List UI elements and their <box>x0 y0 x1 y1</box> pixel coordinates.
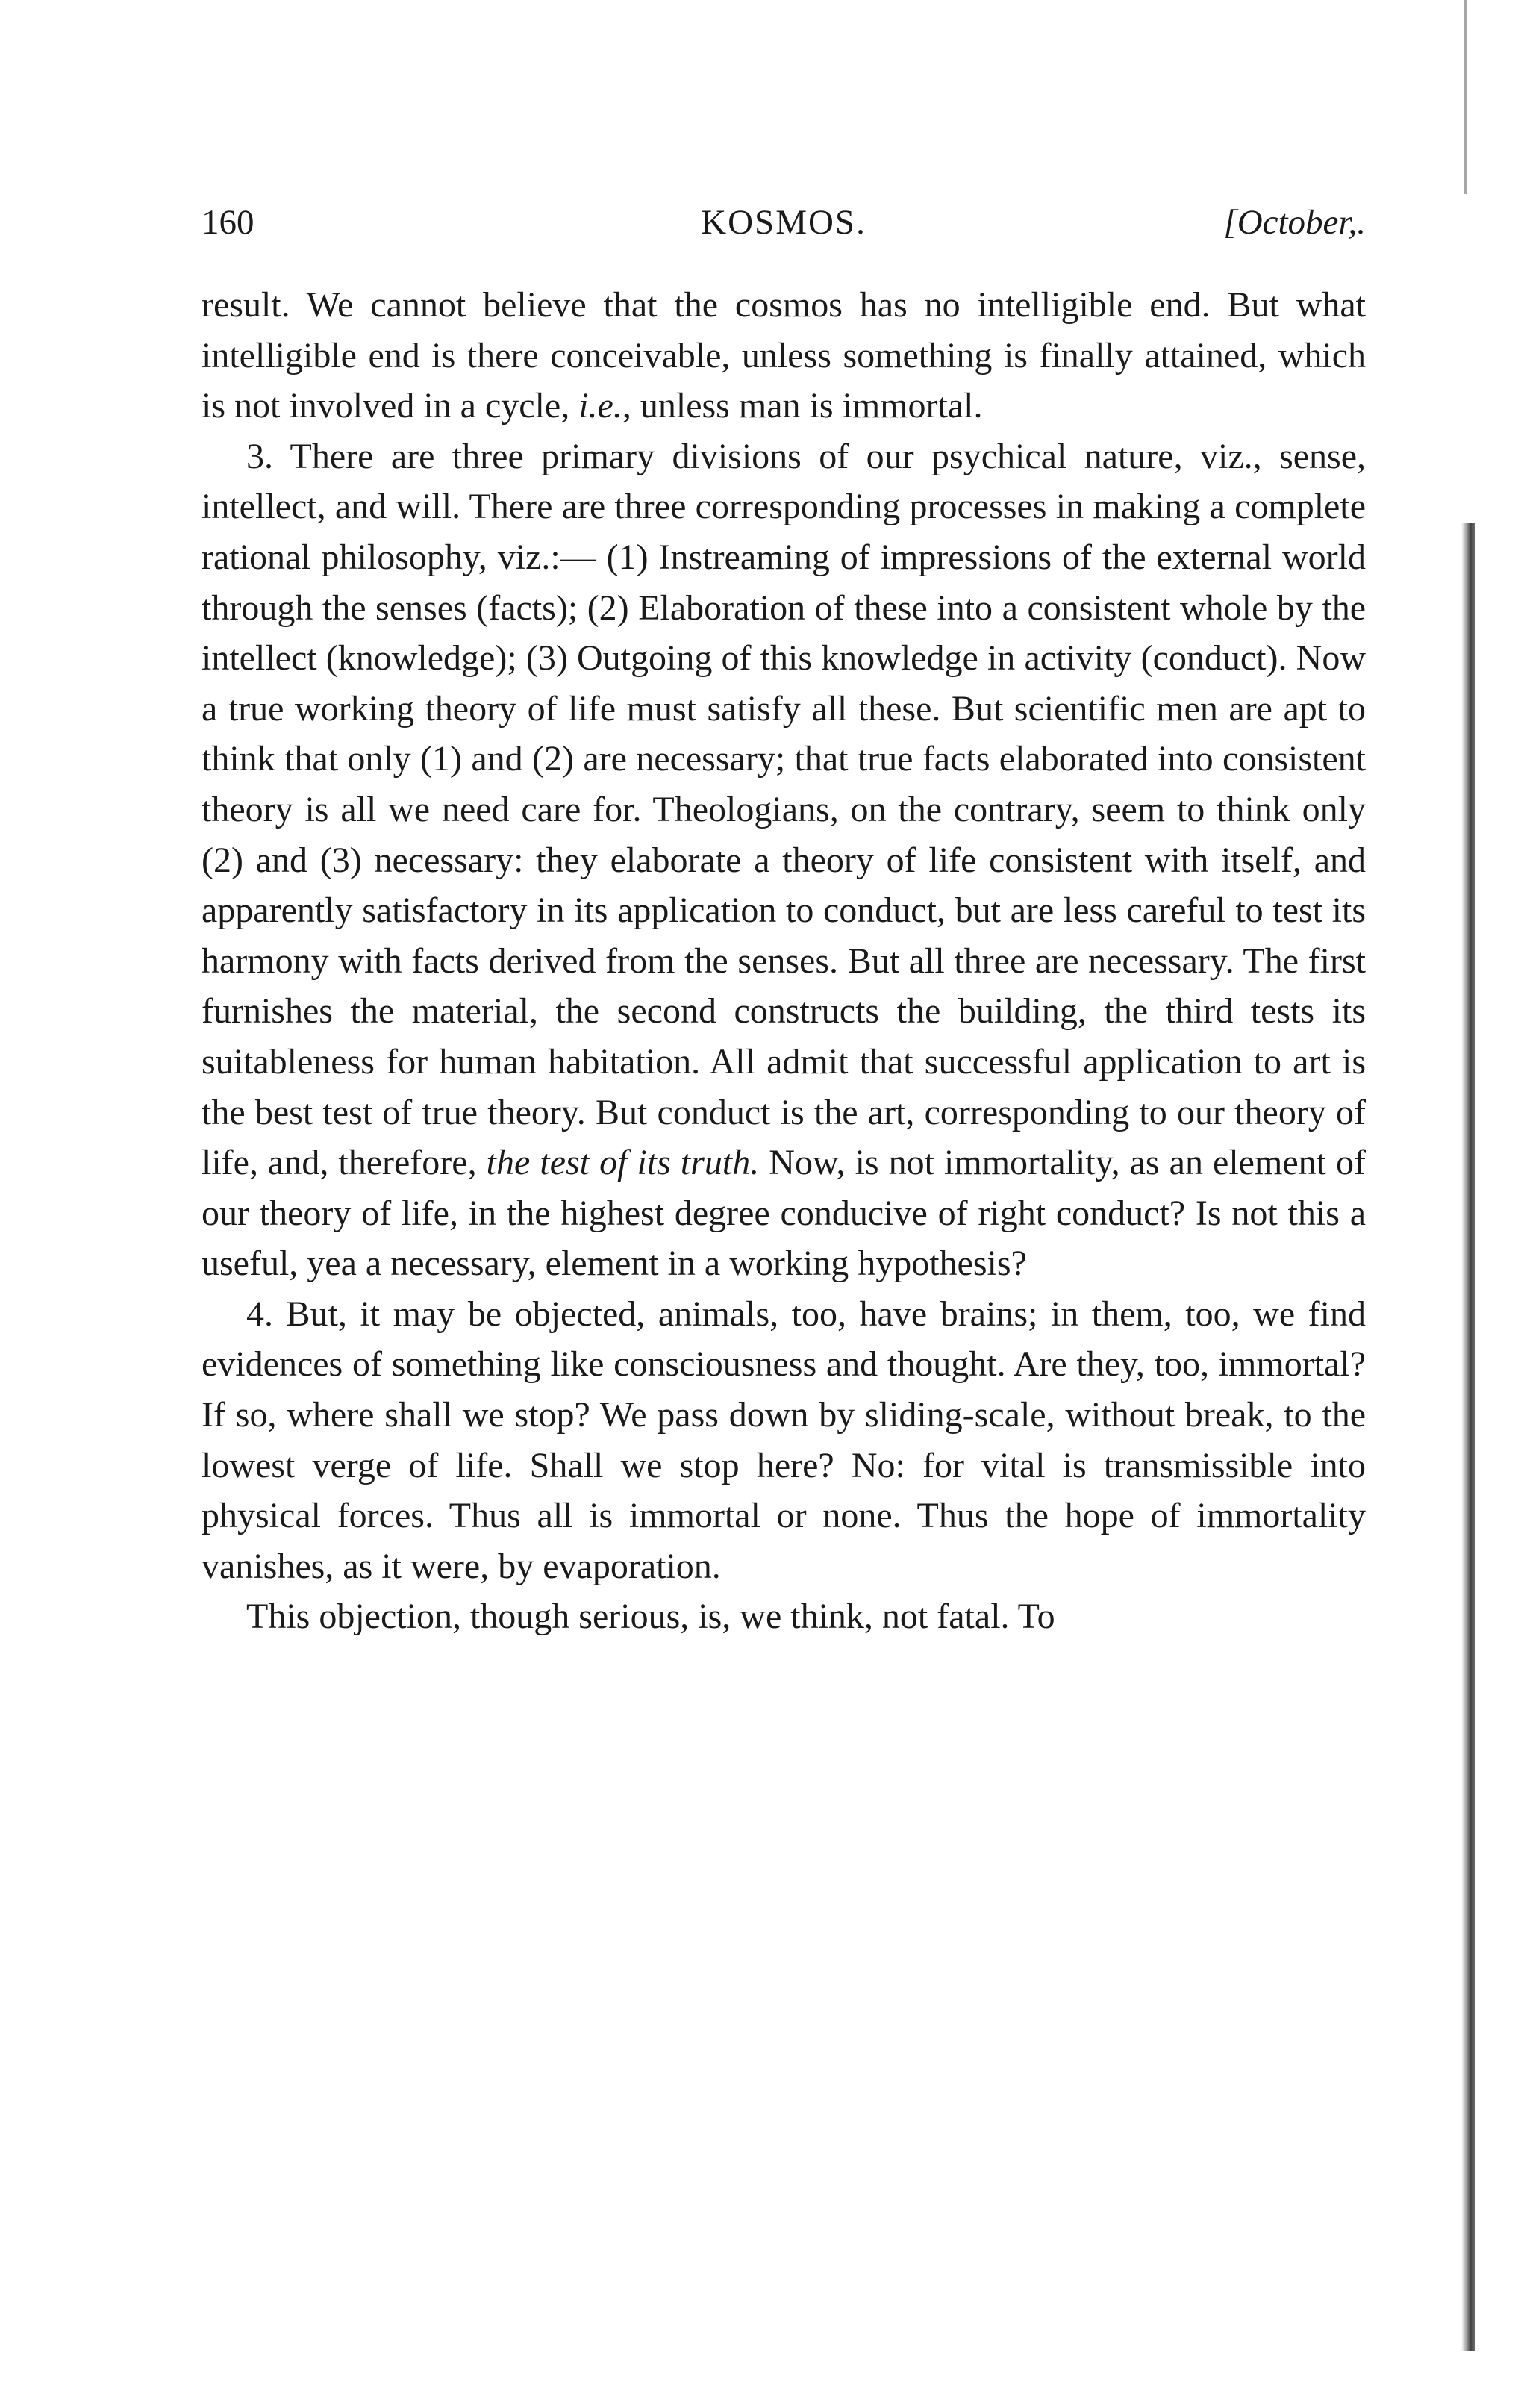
paragraph-1-end: , unless man is immortal. <box>622 386 983 426</box>
paragraph-objection-reply: This objection, though serious, is, we think, not fatal. To <box>246 1597 1055 1637</box>
paragraph-1-text: result. We cannot believe that the cosmos has no intelligible end. But what intelligible end is there conceivable, unless something is finally attained, which is not involved in a cycle, <box>202 285 1366 426</box>
journal-title: KOSMOS. <box>701 203 866 242</box>
binding-edge-shadow-top <box>1464 0 1467 194</box>
paragraph-continuation <box>202 280 1366 431</box>
paragraph-3 <box>202 431 1366 1289</box>
body-text <box>202 280 1366 1642</box>
ie-abbreviation: i.e. <box>578 386 622 426</box>
paragraph-3-end: Now, is not immortality, as an element of our theory of life, in the highest degree conducive of right conduct? Is not this a useful, yea a necessary, element in a working hypothesis? <box>202 1143 1367 1284</box>
paragraph-4: 4. But, it may be objected, animals, too, have brains; in them, too, we find evidences of something like consciousness and thought. Are they, too, immortal? If so, where shall we stop? We pass down by sliding-scale, without break, to the lowest verge of life. Shall we stop here? No: for vital is transmissible into physical forces. Thus all is immortal or none. Thus the hope of immortality vanishes, as it were, by evaporation. <box>202 1294 1366 1586</box>
binding-edge-shadow <box>1461 523 1475 2351</box>
paragraph-3-text: 3. There are three primary divisions of our psychical nature, viz., sense, intellect, and will. There are three corresponding processes in making a complete rational philosophy, viz.:— (1) Instreaming of impressions of the external world through the senses (facts); (2) Elaboration of these into a consistent whole by the intellect (knowledge); (3) Outgoing of this knowledge in activity (conduct). Now a true working theory of life must satisfy all these. But scientific men are apt to think that only (1) and (2) are necessary; that true facts elaborated into consistent theory is all we need care for. Theologians, on the contrary, seem to think only (2) and (3) necessary: they elaborate a theory of life consistent with itself, and apparently satisfactory in its application to conduct, but are less careful to test its harmony with facts derived from the senses. But all three are necessary. The first furnishes the material, the second constructs the building, the third tests its suitableness for human habitation. All admit that successful application to art is the best test of true theory. But conduct is the art, corresponding to our theory of life, and, therefore, <box>202 436 1366 1183</box>
page-number: 160 <box>202 203 254 242</box>
running-head-month: [October,. <box>1223 203 1366 242</box>
running-head <box>202 193 1366 252</box>
italic-phrase: the test of its truth. <box>486 1143 760 1183</box>
